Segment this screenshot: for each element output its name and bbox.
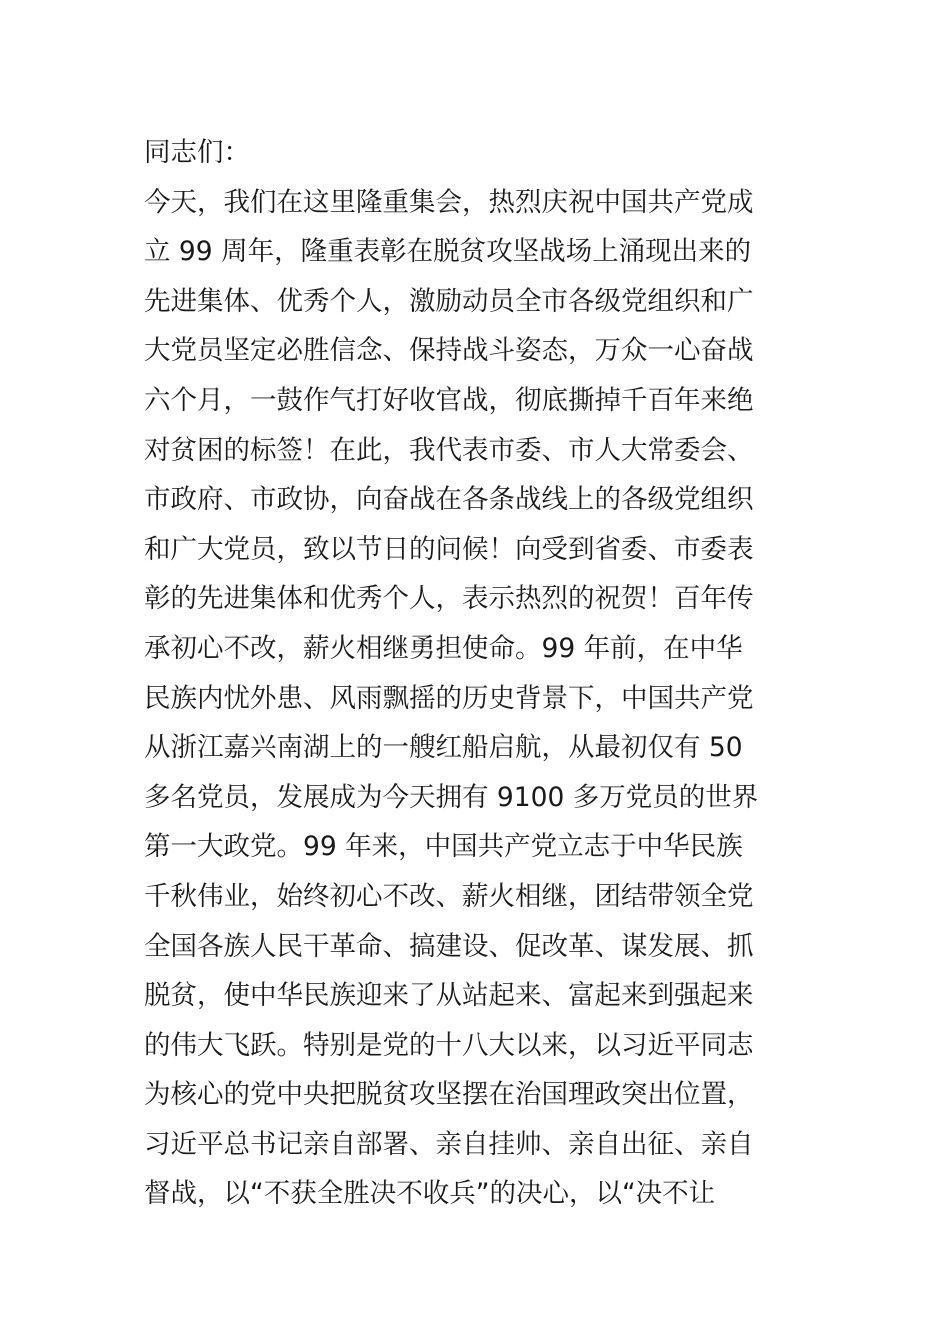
- text-line: 民族内忧外患、风雨飘摇的历史背景下，中国共产党: [144, 682, 754, 714]
- salutation: 同志们：: [144, 137, 250, 168]
- text-line: 立 99 周年，隆重表彰在脱贫攻坚战场上涌现出来的: [144, 236, 752, 268]
- text-line: 今天，我们在这里隆重集会，热烈庆祝中国共产党成: [144, 186, 754, 218]
- text-line: 从浙江嘉兴南湖上的一艘红船启航，从最初仅有 50: [144, 732, 743, 764]
- text-line: 大党员坚定必胜信念、保持战斗姿态，万众一心奋战: [144, 335, 754, 367]
- text-line: 全国各族人民干革命、搞建设、促改革、谋发展、抓: [144, 930, 754, 962]
- text-line: 对贫困的标签！在此，我代表市委、市人大常委会、: [144, 434, 754, 466]
- text-line: 六个月，一鼓作气打好收官战，彻底撕掉千百年来绝: [144, 384, 754, 416]
- text-line: 千秋伟业，始终初心不改、薪火相继，团结带领全党: [144, 880, 754, 912]
- text-line: 第一大政党。99 年来，中国共产党立志于中华民族: [144, 831, 743, 863]
- text-line: 承初心不改，薪火相继勇担使命。99 年前，在中华: [144, 632, 743, 664]
- text-line: 为核心的党中央把脱贫攻坚摆在治国理政突出位置，: [144, 1079, 754, 1111]
- text-line: 习近平总书记亲自部署、亲自挂帅、亲自出征、亲自: [144, 1128, 754, 1160]
- text-line: 彰的先进集体和优秀个人，表示热烈的祝贺！百年传: [144, 583, 754, 615]
- text-line: 督战，以“不获全胜决不收兵”的决心，以“决不让: [144, 1178, 716, 1210]
- text-line: 先进集体、优秀个人，激励动员全市各级党组织和广: [144, 285, 754, 317]
- text-line: 和广大党员，致以节日的问候！向受到省委、市委表: [144, 533, 754, 565]
- text-line: 的伟大飞跃。特别是党的十八大以来，以习近平同志: [144, 1029, 754, 1061]
- text-line: 多名党员，发展成为今天拥有 9100 多万党员的世界: [144, 781, 759, 813]
- text-line: 市政府、市政协，向奋战在各条战线上的各级党组织: [144, 484, 754, 516]
- speech-text: [144, 128, 808, 1219]
- text-line: 脱贫，使中华民族迎来了从站起来、富起来到强起来: [144, 980, 754, 1012]
